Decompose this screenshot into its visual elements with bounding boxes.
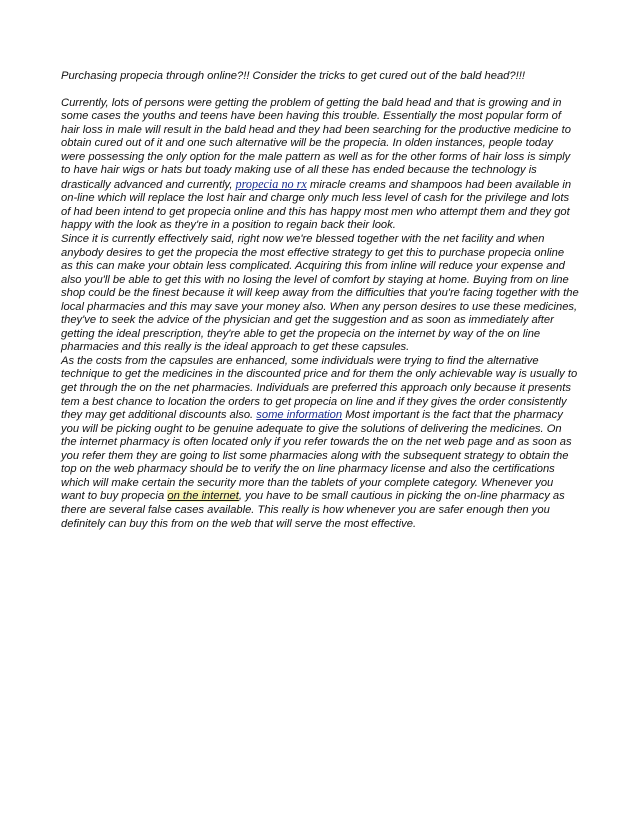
paragraph-1-text-before: Currently, lots of persons were getting the problem of getting the bald head and that is growing and in some cases the youths and teens have been having this trouble. Essentially the most popular form of hair loss in male will result in the bald head and they had been searching for the productive medicine to obtain cured out of it and one such alternative will be the propecia. In olden instances, people today were possessing the only option for the male pattern as well as for the other forms of hair loss is simply to have hair wigs or hats but toady making use of all these has ended because the technology is drastically advanced and currently,: [61, 96, 571, 191]
paragraph-1: [61, 97, 579, 233]
on-the-internet-link[interactable]: on the internet: [167, 490, 239, 503]
paragraph-3: [61, 355, 579, 531]
paragraph-3-text-after: , you have to be small cautious in picking the on-line pharmacy as there are several false cases available. This really is how whenever you are safer enough then you definitely can buy this from on the web that will serve the most effective.: [61, 490, 565, 530]
propecia-no-rx-link[interactable]: propecia no rx: [235, 176, 307, 191]
paragraph-2: Since it is currently effectively said, right now we're blessed together with the net facility and when anybody desires to get the propecia the most effective strategy to get this to purchase propecia online as this can make your obtain less complicated. Acquiring this from inline will reduce your expense and also you'll be able to get this with no losing the level of comfort by staying at home. Buying from on line shop could be the finest because it will keep away from the difficulties that you're facing together with the local pharmacies and this may save your money also. When any person desires to use these medicines, they've to seek the advice of the physician and get the suggestion and as soon as immediately after getting the ideal prescription, they're able to get the propecia on the internet by way of the on line pharmacies and this really is the ideal approach to get these capsules.: [61, 233, 579, 354]
paragraph-3-text-middle: Most important is the fact that the pharmacy you will be picking ought to be genuine adequate to give the solutions of delivering the medicines. On the internet pharmacy is often located only if you refer towards the on the net web page and as soon as you refer them they are going to list some pharmacies along with the subsequent strategy to obtain the top on the web pharmacy should be to verify the on line pharmacy license and also the certifications which will make certain the security more than the tablets of your complete category. Whenever you want to buy propecia: [61, 409, 572, 503]
document-page: [61, 70, 579, 531]
paragraph-1-text-after: miracle creams and shampoos had been available in on-line which will replace the lost hair and charge only much less level of cash for the privilege and lots of had been intend to get propecia online and this has happy most men who attempt them and they got happy with the look as they're in a position to regain back their look.: [61, 178, 572, 232]
some-information-link[interactable]: some information: [256, 409, 343, 422]
document-title: Purchasing propecia through online?!! Consider the tricks to get cured out of the bald head?!!!: [61, 70, 525, 82]
paragraph-3-text-before: As the costs from the capsules are enhanced, some individuals were trying to find the alternative technique to get the medicines in the discounted price and for them the only achievable way is usually to get through the on the net pharmacies. Individuals are preferred this approach only because it presents tem a best chance to location the orders to get propecia on line and if they gives the order consistently they may get additional discounts also.: [61, 354, 578, 422]
